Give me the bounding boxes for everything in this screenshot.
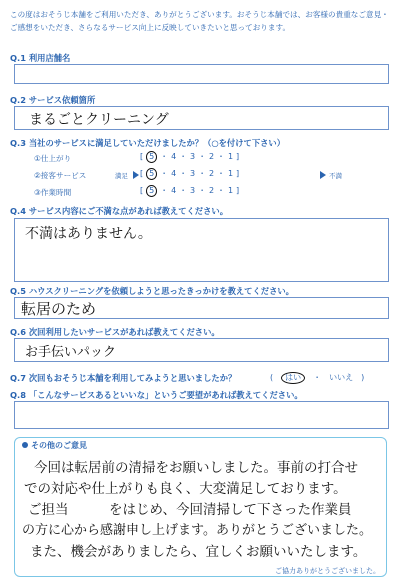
q2-answer: まるごとクリーニング: [29, 112, 169, 128]
q3-row-3-selected: 5: [146, 185, 157, 197]
q7-options[interactable]: ( はい ・ いいえ ): [270, 373, 365, 382]
arrow-right-icon: [320, 171, 326, 179]
other-comment-line-2: での対応や仕上がりも良く、大変満足しております。: [24, 481, 347, 497]
q6-answer: お手伝いパック: [25, 345, 117, 360]
bullet-icon: [22, 442, 28, 448]
q5-answer-box[interactable]: [14, 297, 389, 319]
q3-label: Q.3 当社のサービスに満足していただけましたか？（○を付けて下さい）: [10, 138, 286, 148]
other-comment-line-1: 今回は転居前の清掃をお願いしました。事前の打合せ: [34, 460, 358, 476]
thanks-text: ご協力ありがとうございました。: [275, 567, 380, 575]
q5-answer: 転居のため: [21, 300, 97, 318]
q8-label: Q.8 「こんなサービスあるといいな」というご要望があれば教えてください。: [10, 390, 303, 400]
q3-row-1-label: ①仕上がり: [34, 154, 72, 163]
q3-row-1-scale[interactable]: [ 5 ・ 4 ・ 3 ・ 2 ・ 1 ]: [140, 152, 240, 161]
q2-label: Q.2 サービス依頼箇所: [10, 95, 96, 105]
q4-label: Q.4 サービス内容にご不満な点があれば教えてください。: [10, 206, 228, 216]
q3-row-3-scale[interactable]: [ 5 ・ 4 ・ 3 ・ 2 ・ 1 ]: [140, 186, 240, 195]
other-comment-line-4: の方に心から感謝申し上げます。ありがとうございました。: [22, 523, 372, 538]
q6-answer-box[interactable]: [14, 338, 389, 362]
q3-row-1-rest: ・ 4 ・ 3 ・ 2 ・ 1: [160, 152, 234, 161]
q3-low-label: 不満: [329, 172, 342, 180]
q3-row-3-rest: ・ 4 ・ 3 ・ 2 ・ 1: [160, 186, 234, 195]
q3-row-2-scale[interactable]: [ 5 ・ 4 ・ 3 ・ 2 ・ 1 ]: [140, 169, 240, 178]
intro-text: この度はおそうじ本舗をご利用いただき、ありがとうございます。おそうじ本舗では、お客様の貴重なご意見・ご感想をいただき、さらなるサービス向上に反映していきたいと思っております。: [10, 10, 389, 32]
q5-label: Q.5 ハウスクリーニングを依頼しようと思ったきっかけを教えてください。: [10, 286, 294, 296]
q2-answer-box[interactable]: [14, 106, 389, 130]
q4-answer-box[interactable]: [14, 218, 389, 282]
other-comment-line-5: また、機会がありましたら、宜しくお願いいたします。: [30, 544, 367, 560]
other-comments-title-text: その他のご意見: [31, 441, 87, 450]
q1-answer-box[interactable]: [14, 64, 389, 84]
q6-label: Q.6 次回利用したいサービスがあれば教えてください。: [10, 327, 220, 337]
q4-answer: 不満はありません。: [25, 226, 152, 242]
other-comments-title: [22, 440, 87, 451]
q1-label: Q.1 利用店舗名: [10, 53, 71, 63]
other-comment-line-3: ご担当 をはじめ、今回清掃して下さった作業員: [28, 502, 352, 518]
q7-label: Q.7 次回もおそうじ本舗を利用してみようと思いましたか？: [10, 373, 237, 383]
q7-sep: ・: [313, 373, 322, 382]
q3-row-2-label: ②接客サービス: [34, 171, 87, 180]
q8-answer-box[interactable]: [14, 401, 389, 429]
q7-yes-option[interactable]: はい: [281, 372, 305, 384]
q3-row-2-selected: 5: [146, 168, 157, 180]
q7-no-option[interactable]: いいえ: [329, 373, 354, 382]
arrow-right-icon: [133, 171, 139, 179]
q3-row-1-selected: 5: [146, 151, 157, 163]
q3-row-3-label: ③作業時間: [34, 188, 72, 197]
q3-row-2-rest: ・ 4 ・ 3 ・ 2 ・ 1: [160, 169, 234, 178]
q3-high-label: 満足: [115, 172, 128, 180]
